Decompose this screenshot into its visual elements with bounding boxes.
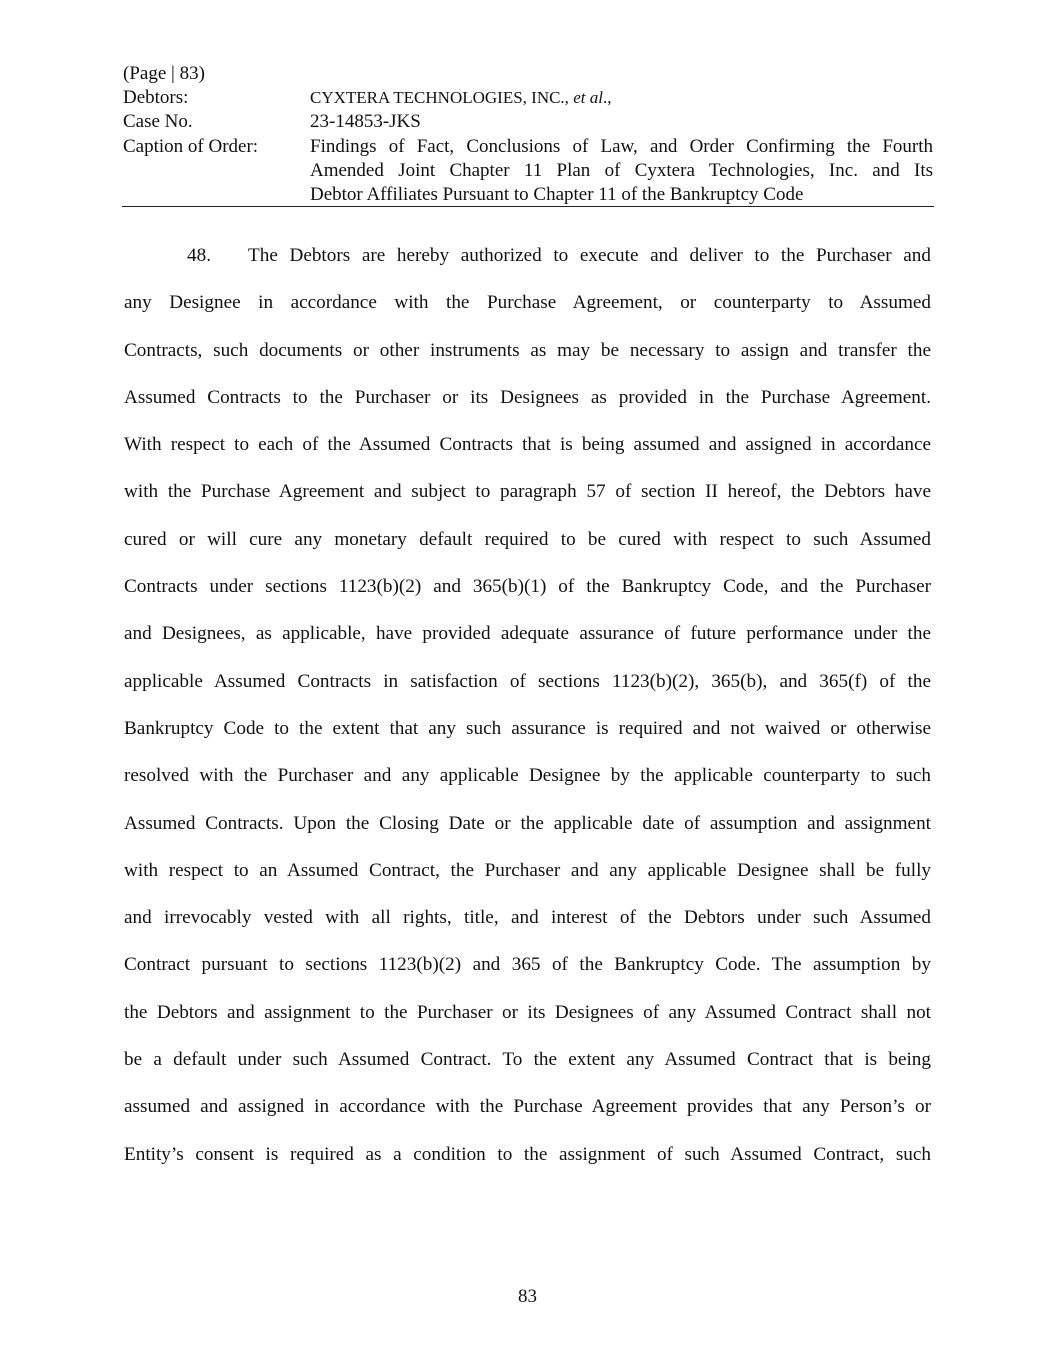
paragraph-line: with respect to an Assumed Contract, the Purchaser and any applicable Designee shall be fully bbox=[124, 859, 931, 881]
page-header bbox=[123, 62, 933, 207]
paragraph-line: cured or will cure any monetary default required to be cured with respect to such Assumed bbox=[124, 528, 931, 550]
paragraph-line: any Designee in accordance with the Purchase Agreement, or counterparty to Assumed bbox=[124, 292, 931, 314]
caption-line: Amended Joint Chapter 11 Plan of Cyxtera Technologies, Inc. and Its bbox=[310, 159, 933, 181]
case-number-value: 23-14853-JKS bbox=[310, 111, 421, 133]
caption-value bbox=[310, 135, 933, 208]
paragraph-line: the Debtors and assignment to the Purchaser or its Designees of any Assumed Contract shall not bbox=[124, 1001, 931, 1023]
paragraph-line: Contracts, such documents or other instruments as may be necessary to assign and transfer the bbox=[124, 339, 931, 361]
paragraph-line: and Designees, as applicable, have provided adequate assurance of future performance under the bbox=[124, 623, 931, 645]
paragraph-line: Assumed Contracts. Upon the Closing Date or the applicable date of assumption and assignment bbox=[124, 812, 931, 834]
caption-line: Findings of Fact, Conclusions of Law, and Order Confirming the Fourth bbox=[310, 135, 933, 157]
paragraph-line: with the Purchase Agreement and subject to paragraph 57 of section II hereof, the Debtors have bbox=[124, 481, 931, 503]
paragraph-line: resolved with the Purchaser and any applicable Designee by the applicable counterparty to such bbox=[124, 765, 931, 787]
caption-label: Caption of Order: bbox=[123, 135, 259, 157]
paragraph-number: 48. bbox=[187, 245, 211, 266]
paragraph-48 bbox=[124, 232, 931, 1178]
paragraph-line: Contract pursuant to sections 1123(b)(2) and 365 of the Bankruptcy Code. The assumption by bbox=[124, 954, 931, 976]
caption-row bbox=[123, 135, 933, 208]
page-reference-row bbox=[123, 62, 933, 86]
paragraph-line: Contracts under sections 1123(b)(2) and 365(b)(1) of the Bankruptcy Code, and the Purchaser bbox=[124, 576, 931, 598]
paragraph-line: applicable Assumed Contracts in satisfaction of sections 1123(b)(2), 365(b), and 365(f) of the bbox=[124, 670, 931, 692]
page-number: 83 bbox=[518, 1286, 537, 1307]
paragraph-line: Entity’s consent is required as a condition to the assignment of such Assumed Contract, such bbox=[124, 1143, 931, 1165]
paragraph-line: and irrevocably vested with all rights, title, and interest of the Debtors under such Assumed bbox=[124, 907, 931, 929]
paragraph-line: Assumed Contracts to the Purchaser or its Designees as provided in the Purchase Agreement. bbox=[124, 386, 931, 408]
header-divider bbox=[122, 206, 934, 207]
paragraph-line: With respect to each of the Assumed Contracts that is being assumed and assigned in accordance bbox=[124, 434, 931, 456]
paragraph-line: Bankruptcy Code to the extent that any such assurance is required and not waived or otherwise bbox=[124, 717, 931, 739]
paragraph-line: assumed and assigned in accordance with the Purchase Agreement provides that any Person’s or bbox=[124, 1096, 931, 1118]
debtors-value bbox=[310, 86, 933, 110]
debtors-trailing: ., bbox=[602, 88, 612, 108]
case-number-row bbox=[123, 110, 933, 134]
debtors-label: Debtors: bbox=[123, 87, 189, 109]
case-number-label: Case No. bbox=[123, 111, 193, 133]
paragraph-line: be a default under such Assumed Contract. To the extent any Assumed Contract that is being bbox=[124, 1049, 931, 1071]
paragraph-line bbox=[124, 232, 931, 279]
debtors-et-al: et al bbox=[573, 88, 603, 108]
caption-line: Debtor Affiliates Pursuant to Chapter 11 of the Bankruptcy Code bbox=[310, 184, 804, 206]
page-reference: (Page | 83) bbox=[123, 63, 205, 84]
paragraph-first-line-text: The Debtors are hereby authorized to execute and deliver to the Purchaser and bbox=[248, 245, 931, 266]
debtors-name: CYXTERA TECHNOLOGIES, INC., bbox=[310, 88, 569, 108]
debtors-row bbox=[123, 86, 933, 110]
